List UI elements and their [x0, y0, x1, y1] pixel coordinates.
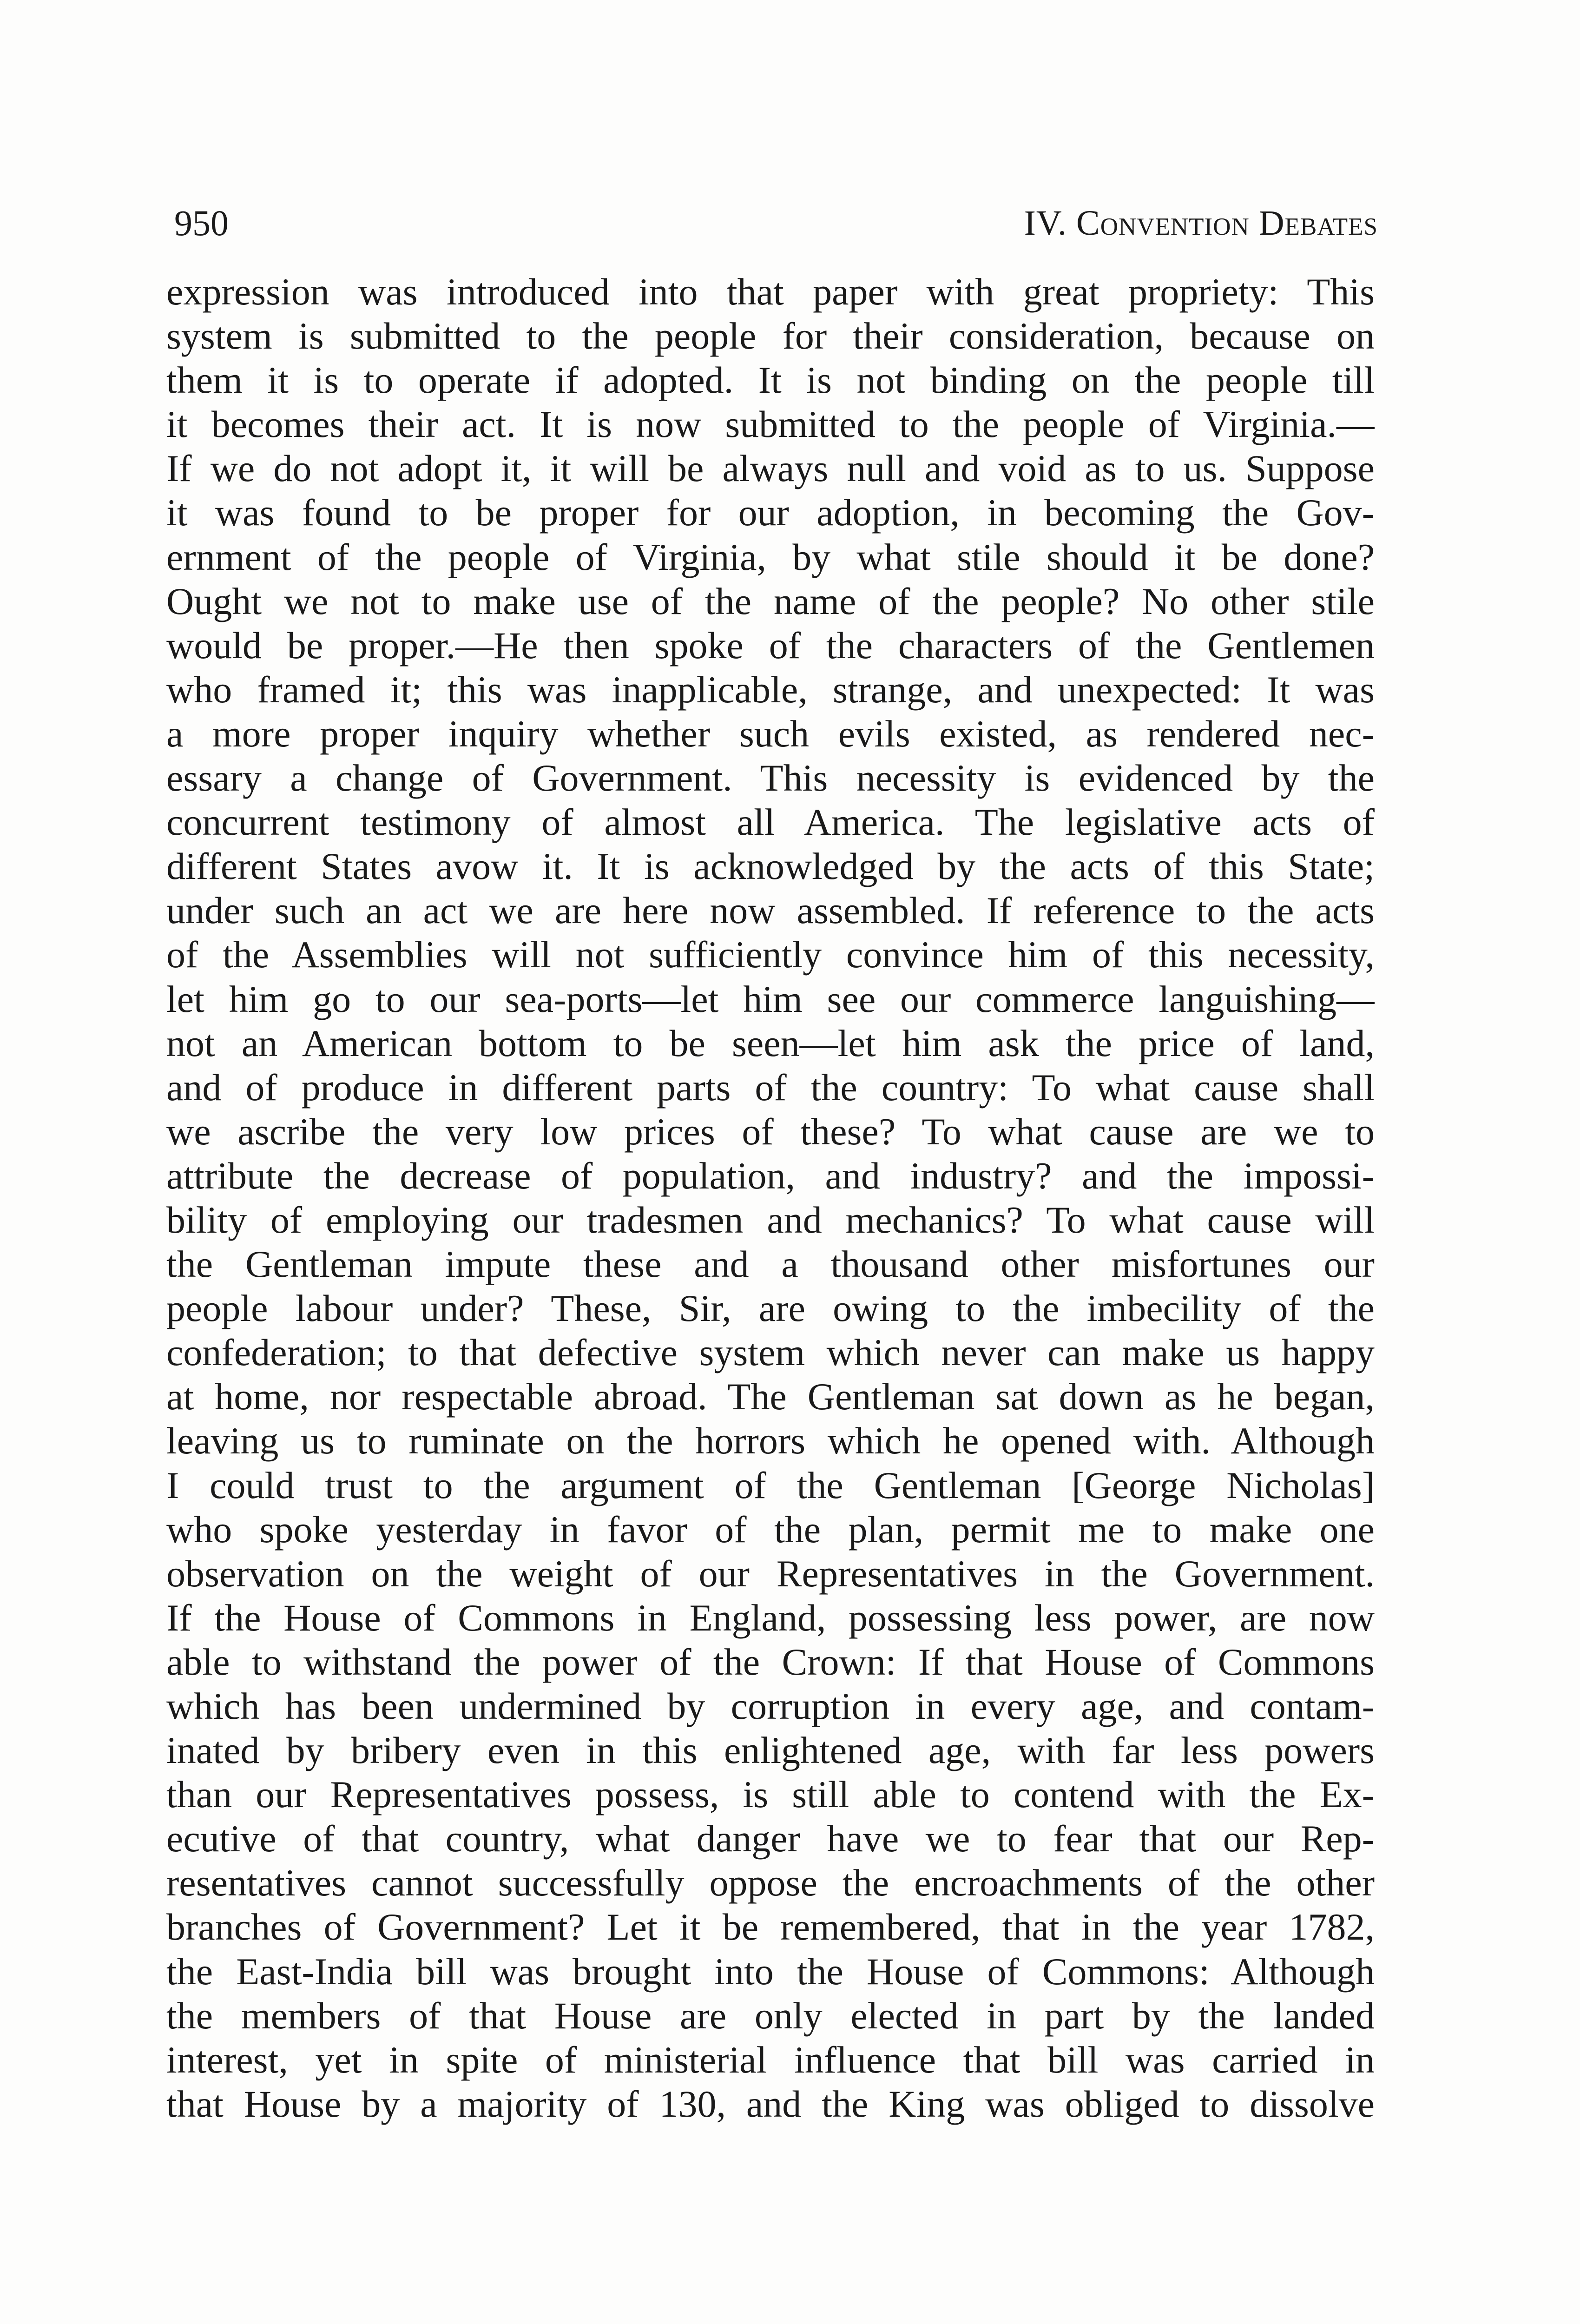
- text-line: let him go to our sea-ports—let him see our commerce languishing—: [166, 977, 1375, 1020]
- text-line: the members of that House are only elected in part by the landed: [166, 1994, 1375, 2037]
- text-line: different States avow it. It is acknowledged by the acts of this State;: [166, 845, 1375, 888]
- text-line: ecutive of that country, what danger have we to fear that our Rep-: [166, 1817, 1375, 1860]
- text-line: resentatives cannot successfully oppose the encroachments of the other: [166, 1862, 1375, 1904]
- text-line: the Gentleman impute these and a thousand other misfortunes our: [166, 1243, 1375, 1286]
- text-line: able to withstand the power of the Crown: If that House of Commons: [166, 1640, 1375, 1683]
- text-line: observation on the weight of our Representatives in the Government.: [166, 1552, 1375, 1595]
- text-line: attribute the decrease of population, and industry? and the impossi-: [166, 1154, 1375, 1197]
- text-line: concurrent testimony of almost all America. The legislative acts of: [166, 801, 1375, 844]
- text-line: system is submitted to the people for their consideration, because on: [166, 315, 1375, 357]
- text-line: under such an act we are here now assembled. If reference to the acts: [166, 889, 1375, 932]
- text-line: confederation; to that defective system which never can make us happy: [166, 1331, 1375, 1374]
- text-line: it was found to be proper for our adoption, in becoming the Gov-: [166, 491, 1375, 534]
- section-title: IV. Convention Debates: [1024, 204, 1378, 243]
- text-line: it becomes their act. It is now submitted to the people of Virginia.—: [166, 403, 1375, 446]
- text-line: I could trust to the argument of the Gentleman [George Nicholas]: [166, 1464, 1375, 1506]
- text-line: who framed it; this was inapplicable, strange, and unexpected: It was: [166, 668, 1375, 711]
- text-line: at home, nor respectable abroad. The Gentleman sat down as he began,: [166, 1375, 1375, 1418]
- text-line: interest, yet in spite of ministerial influence that bill was carried in: [166, 2038, 1375, 2081]
- text-line: not an American bottom to be seen—let him ask the price of land,: [166, 1022, 1375, 1064]
- text-line: essary a change of Government. This necessity is evidenced by the: [166, 757, 1375, 799]
- text-line: and of produce in different parts of the country: To what cause shall: [166, 1066, 1375, 1109]
- text-line: who spoke yesterday in favor of the plan, permit me to make one: [166, 1508, 1375, 1551]
- text-line: the East-India bill was brought into the House of Commons: Although: [166, 1950, 1375, 1993]
- text-line: people labour under? These, Sir, are owing to the imbecility of the: [166, 1287, 1375, 1330]
- text-line: ernment of the people of Virginia, by what stile should it be done?: [166, 535, 1375, 578]
- running-head: [174, 198, 1378, 249]
- text-line: expression was introduced into that paper with great propriety: This: [166, 271, 1375, 313]
- text-line: that House by a majority of 130, and the King was obliged to dissolve: [166, 2082, 1375, 2125]
- text-line: them it is to operate if adopted. It is not binding on the people till: [166, 359, 1375, 402]
- text-line: we ascribe the very low prices of these? To what cause are we to: [166, 1110, 1375, 1153]
- text-line: leaving us to ruminate on the horrors which he opened with. Although: [166, 1419, 1375, 1462]
- text-line: If we do not adopt it, it will be always null and void as to us. Suppose: [166, 447, 1375, 490]
- text-line: branches of Government? Let it be remembered, that in the year 1782,: [166, 1906, 1375, 1948]
- text-line: bility of employing our tradesmen and mechanics? To what cause will: [166, 1198, 1375, 1241]
- text-line: which has been undermined by corruption in every age, and contam-: [166, 1685, 1375, 1727]
- page-number: 950: [174, 203, 229, 243]
- text-line: Ought we not to make use of the name of the people? No other stile: [166, 580, 1375, 622]
- text-line: If the House of Commons in England, possessing less power, are now: [166, 1596, 1375, 1639]
- text-line: than our Representatives possess, is still able to contend with the Ex-: [166, 1773, 1375, 1816]
- text-line: of the Assemblies will not sufficiently convince him of this necessity,: [166, 933, 1375, 976]
- text-line: would be proper.—He then spoke of the characters of the Gentlemen: [166, 624, 1375, 667]
- text-line: inated by bribery even in this enlightened age, with far less powers: [166, 1729, 1375, 1772]
- text-line: a more proper inquiry whether such evils existed, as rendered nec-: [166, 712, 1375, 755]
- body-text: [166, 270, 1375, 2126]
